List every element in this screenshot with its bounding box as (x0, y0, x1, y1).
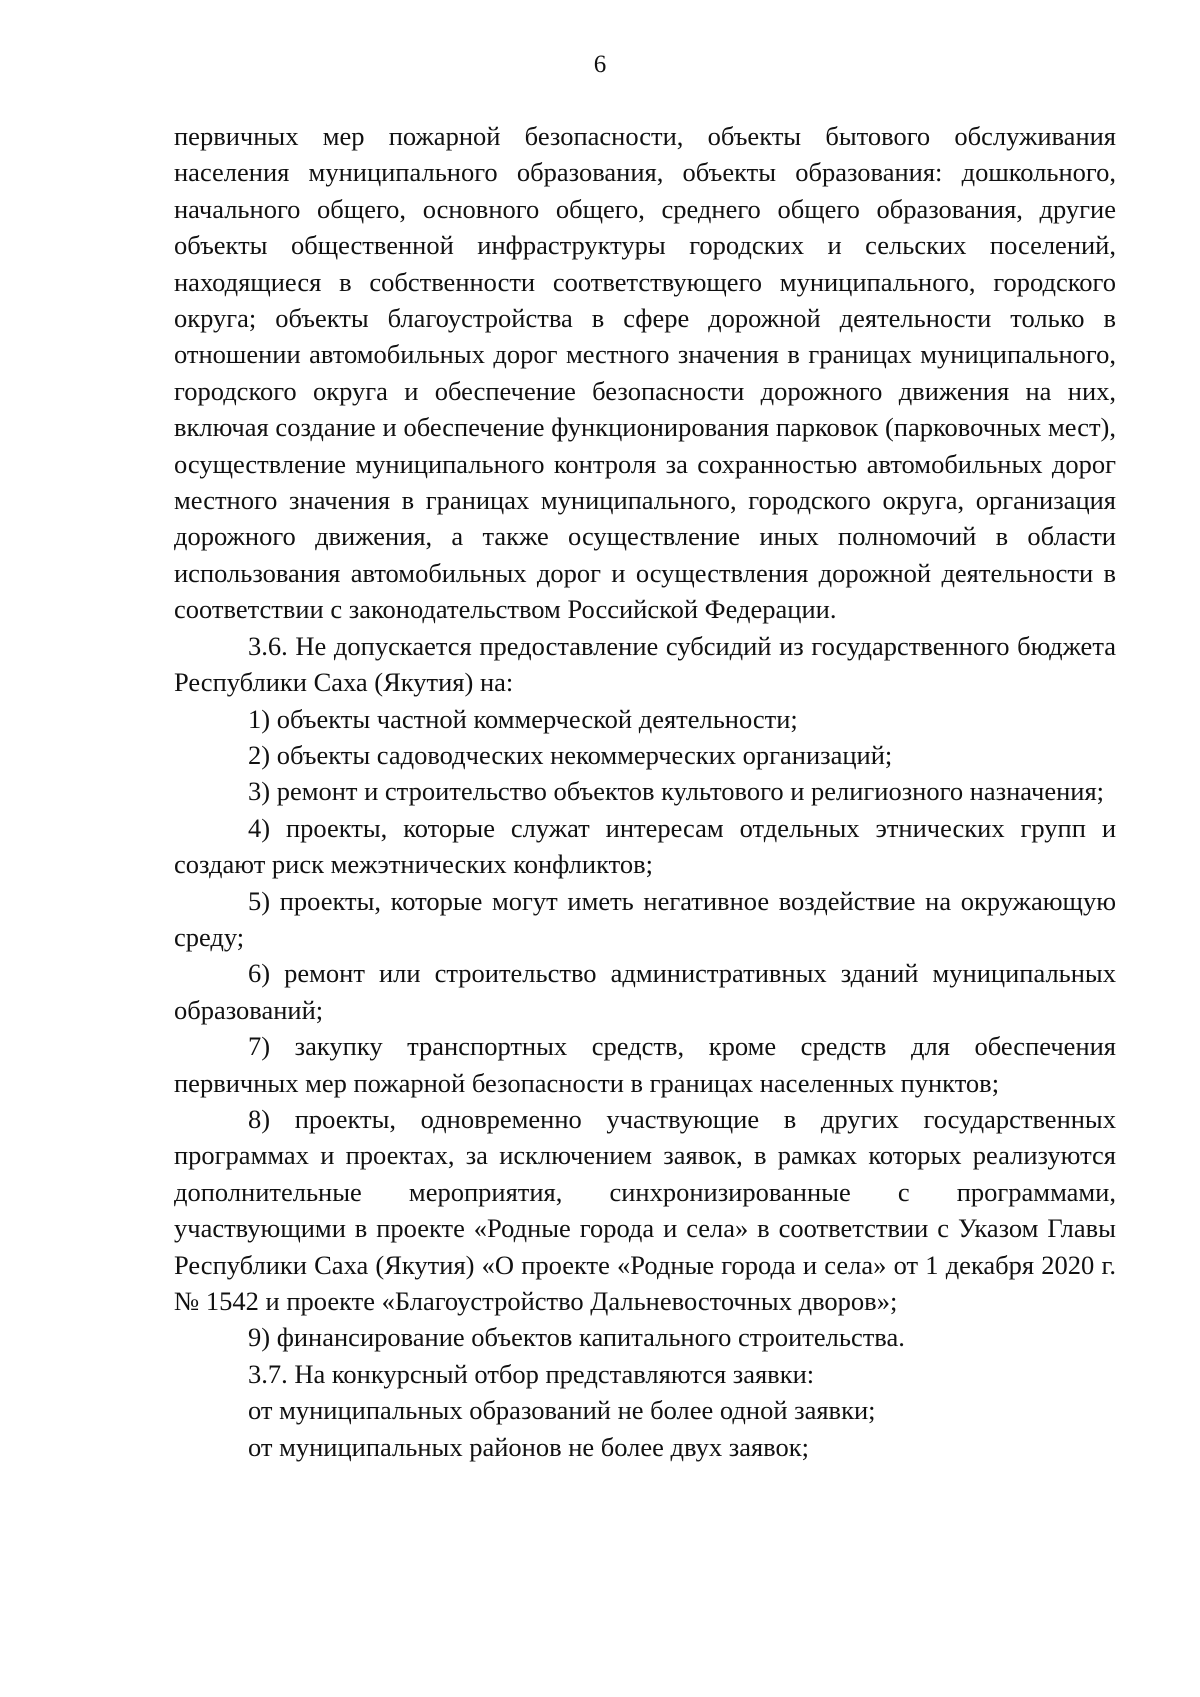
page-number: 6 (593, 51, 607, 78)
list-item-2: 2) объекты садоводческих некоммерческих организаций; (248, 739, 893, 770)
list-item-3: 3) ремонт и строительство объектов культового и религиозного назначения; (248, 776, 1104, 807)
paragraph-section-3-7: 3.7. На конкурсный отбор представляются заявки: (248, 1358, 815, 1389)
paragraph-municipal-districts-limit: от муниципальных районов не более двух заявок; (248, 1431, 809, 1462)
list-item-7: 7) закупку транспортных средств, кроме средств для обеспечения первичных мер пожарной безопасности в границах населенных пунктов; (174, 1031, 1116, 1098)
list-item-6: 6) ремонт или строительство административных зданий муниципальных образований; (174, 958, 1116, 1025)
paragraph-continuation: первичных мер пожарной безопасности, объекты бытового обслуживания населения муниципального образования, объекты образования: дошкольного, начального общего, основного общего, среднего общего образования, другие объекты общественной инфраструктуры городских и сельских поселений, находящиеся в собственности соответствующего муниципального, городского округа; объекты благоустройства в сфере дорожной деятельности только в отношении автомобильных дорог местного значения в границах муниципального, городского округа и обеспечение безопасности дорожного движения на них, включая создание и обеспечение функционирования парковок (парковочных мест), осуществление муниципального контроля за сохранностью автомобильных дорог местного значения в границах муниципального, городского округа, организация дорожного движения, а также осуществление иных полномочий в области использования автомобильных дорог и осуществления дорожной деятельности в соответствии с законодательством Российской Федерации. (174, 121, 1116, 625)
list-item-5: 5) проекты, которые могут иметь негативное воздействие на окружающую среду; (174, 885, 1116, 952)
document-body (174, 118, 1116, 1465)
list-item-4: 4) проекты, которые служат интересам отдельных этнических групп и создают риск межэтнических конфликтов; (174, 812, 1116, 880)
list-item-9: 9) финансирование объектов капитального строительства. (248, 1322, 905, 1353)
list-item-1: 1) объекты частной коммерческой деятельности; (248, 703, 798, 734)
list-item-8: 8) проекты, одновременно участвующие в других государственных программах и проектах, за исключением заявок, в рамках которых реализуются дополнительные мероприятия, синхронизированные с программами, участвующими в проекте «Родные города и села» в соответствии с Указом Главы Республики Саха (Якутия) «О проекте «Родные города и села» от 1 декабря 2020 г. № 1542 и проекте «Благоустройство Дальневосточных дворов»; (174, 1103, 1116, 1316)
paragraph-municipal-formations-limit: от муниципальных образований не более одной заявки; (248, 1395, 876, 1426)
paragraph-section-3-6: 3.6. Не допускается предоставление субсидий из государственного бюджета Республики Саха (Якутия) на: (174, 630, 1116, 698)
